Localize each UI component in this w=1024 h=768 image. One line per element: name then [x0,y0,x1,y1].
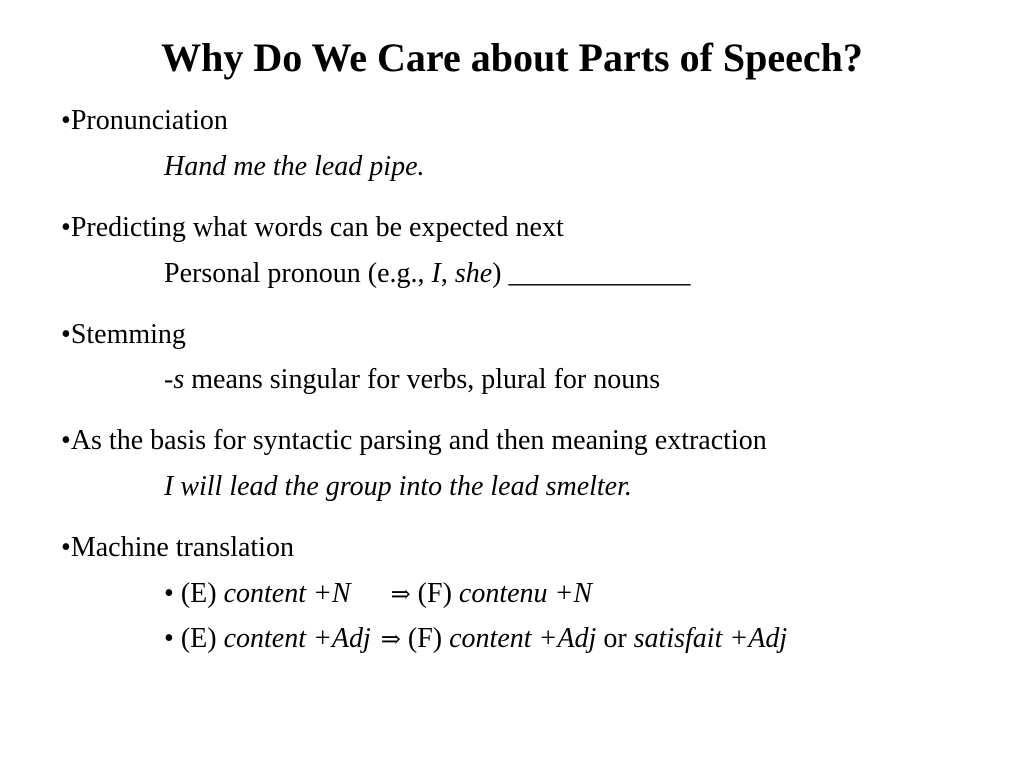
alternate-target-word: satisfait +Adj [633,623,788,654]
bullet-mark: • [61,532,71,563]
bullet-text: Machine translation [70,532,294,563]
example-text: Personal pronoun (e.g., [164,258,432,289]
translation-example-noun [164,576,592,612]
example-pronoun-i: I [431,258,441,289]
bullet-mark: • [61,425,71,456]
example-predicting [164,256,691,292]
bullet-mark: • [61,319,71,350]
example-suffix-s: s [173,364,185,395]
bullet-machine-translation [61,530,294,566]
translation-example-adjective [164,621,787,657]
example-stemming [164,362,660,398]
bullet-text: Stemming [70,319,186,350]
source-word: content +Adj [223,623,371,654]
sub-bullet-mark: • [164,623,174,654]
bullet-mark: • [61,105,71,136]
example-dash: - [164,364,174,395]
bullet-stemming [61,317,186,353]
bullet-mark: • [61,212,71,243]
bullet-predicting [61,210,564,246]
example-comma: , [440,258,455,289]
target-language: (F) [407,623,443,654]
implies-arrow-icon: ⇒ [390,580,411,608]
slide-title: Why Do We Care about Parts of Speech? [161,35,863,80]
bullet-parsing [61,423,767,459]
target-language: (F) [417,578,452,609]
bullet-pronunciation [61,103,228,139]
implies-arrow-icon: ⇒ [380,625,401,653]
example-text: means singular for verbs, plural for nouns [184,364,661,395]
bullet-text: As the basis for syntactic parsing and then meaning extraction [70,425,767,456]
example-pronunciation: Hand me the lead pipe. [164,151,425,182]
example-parsing: I will lead the group into the lead smelter. [164,471,632,502]
source-language: (E) [180,623,217,654]
or-conjunction: or [603,623,627,654]
target-word: contenu +N [458,578,593,609]
source-word: content +N [223,578,351,609]
example-pronoun-she: she [454,258,493,289]
source-language: (E) [180,578,217,609]
sub-bullet-mark: • [164,578,174,609]
bullet-text: Pronunciation [70,105,228,136]
example-close-paren: ) [492,258,509,289]
example-blank: _____________ [508,258,691,289]
bullet-text: Predicting what words can be expected next [70,212,564,243]
target-word: content +Adj [449,623,597,654]
